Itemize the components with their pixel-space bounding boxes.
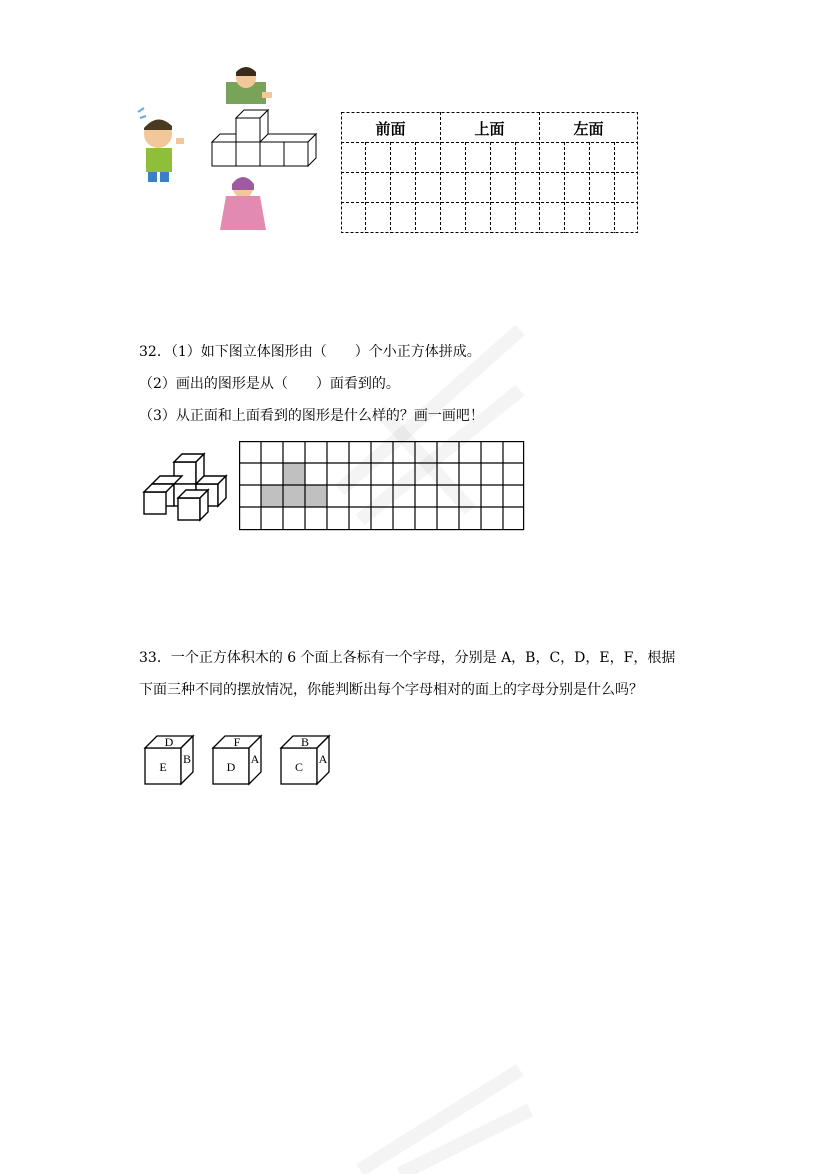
shaded-cell [283,463,305,485]
q31-illustration [136,64,336,234]
cube-1-top-letter: D [164,735,174,749]
q32-drawing-grid [239,441,525,533]
cube-3-top-letter: B [300,735,310,749]
boy-top-figure [226,67,272,104]
shaded-cell [305,485,327,507]
q32-line-3: （3）从正面和上面看到的图形是什么样的？画一画吧！ [139,408,484,424]
girl-bottom-figure [220,177,266,230]
cube-2-right-letter: A [250,752,260,766]
watermark-decoration-bottom [340,1060,540,1174]
q32-cube-figure [140,452,236,522]
cube-3-front-letter: C [294,760,304,774]
q33-line-1: 33．一个正方体积木的 6 个面上各标有一个字母，分别是 A，B，C，D，E，F，根据 [139,650,676,666]
cube-3-right-letter: A [318,752,328,766]
q33-line-2: 下面三种不同的摆放情况，你能判断出每个字母相对的面上的字母分别是什么吗？ [139,682,643,698]
q33-letter-cubes [140,730,350,790]
cube-2-front-letter: D [226,760,236,774]
boy-left-figure [138,108,184,182]
shaded-cell [283,485,305,507]
cube-2-top-letter: F [233,735,241,749]
header-left-view: 左面 [573,120,604,138]
cube-structure [212,110,316,166]
header-top-view: 上面 [474,120,505,138]
header-front-view: 前面 [375,120,406,138]
q32-line-1: 32．（1）如下图立体图形由（ ）个小正方体拼成。 [139,344,481,360]
q32-line-2: （2）画出的图形是从（ ）面看到的。 [139,376,400,392]
cube-1-front-letter: E [159,760,167,774]
shaded-cell [261,485,283,507]
cube-1-right-letter: B [182,752,192,766]
